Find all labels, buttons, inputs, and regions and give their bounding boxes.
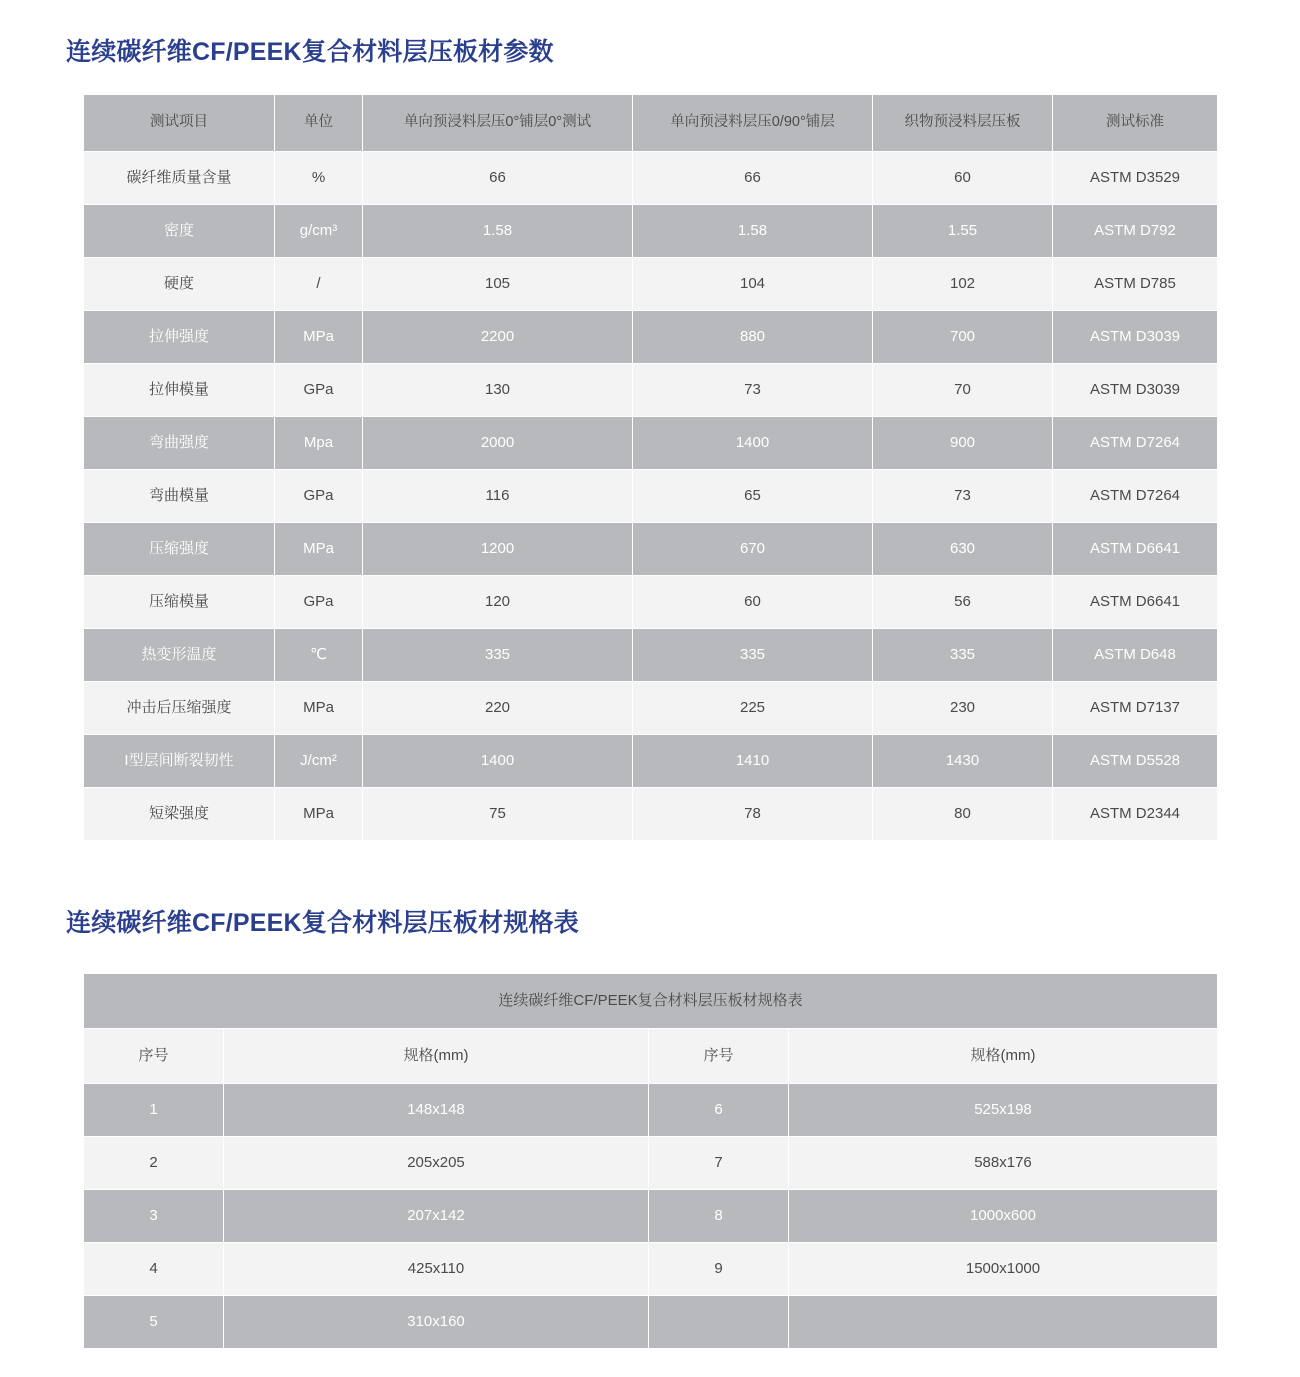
table-row: [84, 152, 1218, 205]
table-caption-row: [84, 974, 1218, 1029]
table-row: [84, 364, 1218, 417]
spec-index: 6: [649, 1084, 789, 1137]
params-table: [83, 94, 1218, 841]
row-value: 66: [363, 152, 633, 205]
table-row: [84, 523, 1218, 576]
spec-index: 8: [649, 1190, 789, 1243]
row-value: 225: [633, 682, 873, 735]
spec-size: 1000x600: [789, 1190, 1218, 1243]
row-label: 压缩模量: [84, 576, 275, 629]
spec-index: 3: [84, 1190, 224, 1243]
spec-index: 2: [84, 1137, 224, 1190]
table-caption: 连续碳纤维CF/PEEK复合材料层压板材规格表: [84, 974, 1218, 1029]
table-row: [84, 258, 1218, 311]
params-table-body: [84, 95, 1218, 841]
row-unit: J/cm²: [275, 735, 363, 788]
table-row: [84, 629, 1218, 682]
row-standard: ASTM D2344: [1053, 788, 1218, 841]
row-value: 1400: [633, 417, 873, 470]
row-unit: GPa: [275, 470, 363, 523]
spec-index: 4: [84, 1243, 224, 1296]
row-value: 1.58: [363, 205, 633, 258]
row-value: 220: [363, 682, 633, 735]
row-value: 900: [873, 417, 1053, 470]
spec-size: 310x160: [224, 1296, 649, 1349]
row-unit: GPa: [275, 364, 363, 417]
row-value: 2000: [363, 417, 633, 470]
row-unit: MPa: [275, 311, 363, 364]
row-value: 78: [633, 788, 873, 841]
spec-size: 148x148: [224, 1084, 649, 1137]
spec-size: 1500x1000: [789, 1243, 1218, 1296]
row-standard: ASTM D5528: [1053, 735, 1218, 788]
table-header-row: [84, 1029, 1218, 1084]
row-unit: Mpa: [275, 417, 363, 470]
spec-index: 7: [649, 1137, 789, 1190]
spec-size: 525x198: [789, 1084, 1218, 1137]
row-standard: ASTM D7137: [1053, 682, 1218, 735]
table-header-row: [84, 95, 1218, 152]
row-standard: ASTM D7264: [1053, 470, 1218, 523]
table-row: [84, 205, 1218, 258]
spec-size: 425x110: [224, 1243, 649, 1296]
row-value: 1400: [363, 735, 633, 788]
row-value: 60: [633, 576, 873, 629]
row-label: 密度: [84, 205, 275, 258]
row-value: 1410: [633, 735, 873, 788]
table-row: [84, 735, 1218, 788]
row-standard: ASTM D3039: [1053, 311, 1218, 364]
table-row: [84, 1243, 1218, 1296]
row-label: 拉伸模量: [84, 364, 275, 417]
table-row: [84, 576, 1218, 629]
column-header: 单向预浸料层压0°铺层0°测试: [363, 95, 633, 152]
row-unit: g/cm³: [275, 205, 363, 258]
row-value: 335: [363, 629, 633, 682]
row-value: 73: [873, 470, 1053, 523]
row-value: 880: [633, 311, 873, 364]
row-value: 105: [363, 258, 633, 311]
row-label: I型层间断裂韧性: [84, 735, 275, 788]
spec-size: 207x142: [224, 1190, 649, 1243]
spec-size: 588x176: [789, 1137, 1218, 1190]
spec-empty-cell: [789, 1296, 1218, 1349]
row-label: 弯曲模量: [84, 470, 275, 523]
row-standard: ASTM D7264: [1053, 417, 1218, 470]
row-label: 弯曲强度: [84, 417, 275, 470]
table-row: [84, 417, 1218, 470]
row-value: 1.58: [633, 205, 873, 258]
row-unit: MPa: [275, 788, 363, 841]
row-label: 压缩强度: [84, 523, 275, 576]
row-standard: ASTM D6641: [1053, 523, 1218, 576]
row-value: 73: [633, 364, 873, 417]
row-label: 短梁强度: [84, 788, 275, 841]
params-table-wrapper: [83, 94, 1217, 841]
row-value: 335: [873, 629, 1053, 682]
table-row: [84, 470, 1218, 523]
row-standard: ASTM D648: [1053, 629, 1218, 682]
row-standard: ASTM D6641: [1053, 576, 1218, 629]
spec-table: [83, 973, 1218, 1349]
table-row: [84, 1190, 1218, 1243]
row-value: 70: [873, 364, 1053, 417]
table-row: [84, 788, 1218, 841]
column-header: 测试项目: [84, 95, 275, 152]
row-label: 拉伸强度: [84, 311, 275, 364]
row-label: 热变形温度: [84, 629, 275, 682]
row-value: 56: [873, 576, 1053, 629]
row-value: 75: [363, 788, 633, 841]
row-standard: ASTM D792: [1053, 205, 1218, 258]
row-unit: ℃: [275, 629, 363, 682]
table-row: [84, 1084, 1218, 1137]
row-label: 冲击后压缩强度: [84, 682, 275, 735]
row-value: 1430: [873, 735, 1053, 788]
row-unit: /: [275, 258, 363, 311]
spec-table-body: [84, 974, 1218, 1349]
table-row: [84, 1296, 1218, 1349]
row-standard: ASTM D3039: [1053, 364, 1218, 417]
row-value: 65: [633, 470, 873, 523]
row-value: 130: [363, 364, 633, 417]
table-row: [84, 311, 1218, 364]
row-value: 2200: [363, 311, 633, 364]
row-value: 66: [633, 152, 873, 205]
row-value: 1200: [363, 523, 633, 576]
row-value: 670: [633, 523, 873, 576]
spec-table-wrapper: [83, 973, 1217, 1349]
row-standard: ASTM D785: [1053, 258, 1218, 311]
spec-index: 9: [649, 1243, 789, 1296]
column-header: 序号: [84, 1029, 224, 1084]
table-row: [84, 1137, 1218, 1190]
spec-index: 5: [84, 1296, 224, 1349]
row-value: 104: [633, 258, 873, 311]
spec-size: 205x205: [224, 1137, 649, 1190]
row-value: 120: [363, 576, 633, 629]
row-value: 1.55: [873, 205, 1053, 258]
row-standard: ASTM D3529: [1053, 152, 1218, 205]
column-header: 测试标准: [1053, 95, 1218, 152]
column-header: 单位: [275, 95, 363, 152]
row-value: 700: [873, 311, 1053, 364]
column-header: 序号: [649, 1029, 789, 1084]
column-header: 规格(mm): [224, 1029, 649, 1084]
row-value: 230: [873, 682, 1053, 735]
row-unit: GPa: [275, 576, 363, 629]
row-label: 硬度: [84, 258, 275, 311]
row-value: 335: [633, 629, 873, 682]
row-value: 102: [873, 258, 1053, 311]
column-header: 规格(mm): [789, 1029, 1218, 1084]
row-unit: MPa: [275, 523, 363, 576]
spec-index: 1: [84, 1084, 224, 1137]
column-header: 织物预浸料层压板: [873, 95, 1053, 152]
row-unit: %: [275, 152, 363, 205]
row-value: 116: [363, 470, 633, 523]
column-header: 单向预浸料层压0/90°铺层: [633, 95, 873, 152]
row-unit: MPa: [275, 682, 363, 735]
table-row: [84, 682, 1218, 735]
params-section-title: 连续碳纤维CF/PEEK复合材料层压板材参数: [66, 38, 554, 66]
row-label: 碳纤维质量含量: [84, 152, 275, 205]
row-value: 60: [873, 152, 1053, 205]
spec-empty-cell: [649, 1296, 789, 1349]
row-value: 630: [873, 523, 1053, 576]
spec-section-title: 连续碳纤维CF/PEEK复合材料层压板材规格表: [66, 909, 579, 937]
row-value: 80: [873, 788, 1053, 841]
